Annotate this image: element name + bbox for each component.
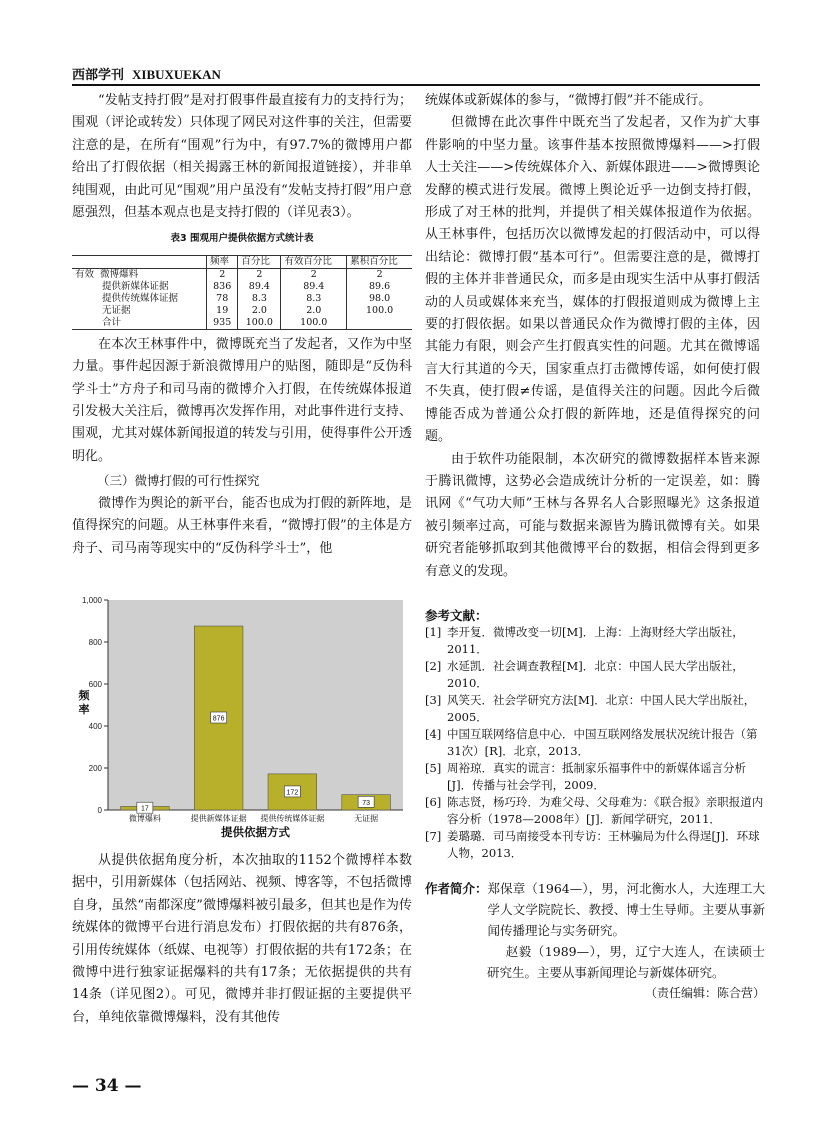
reference-number: [5] xyxy=(425,761,442,775)
table-header: 累积百分比 xyxy=(347,255,412,268)
reference-text: 姜璐璐．司马南接受本刊专访：王林骗局为什么得逞[J]．环球人物，2013． xyxy=(447,829,760,860)
cell: 100.0 xyxy=(281,317,347,330)
journal-name-en: XIBUXUEKAN xyxy=(132,67,221,82)
statistics-table xyxy=(72,255,412,330)
references-title: 参考文献： xyxy=(425,608,488,623)
paragraph: 但微博在此次事件中既充当了发起者，又作为扩大事件影响的中坚力量。该事件基本按照微博爆料——>打假人士关注——>传统媒体介入、新媒体跟进——>微博舆论发酵的模式进行发展。微博上舆论近乎一边倒支持打假，形成了对王林的批判，并提供了相关媒体报道作为依据。从王林事件，包括历次以微博发起的打假活动中，可以得出结论：微博打假“基本可行”。但需要注意的是，微博打假的主体并非普通民众，而多是由现实生活中从事打假活动的人员或媒体来充当，媒体的打假报道则成为微博上主要的打假依据。如果以普通民众作为微博打假的主体，因其能力有限，则会产生打假真实性的问题。尤其在微博谣言大行其道的今天，国家重点打击微博传谣，如何使打假不失真，使打假≠传谣，是值得关注的问题。因此今后微博能否成为普通公众打假的新阵地，还是值得探究的问题。 xyxy=(425,115,760,445)
reference-item xyxy=(425,658,765,692)
references xyxy=(425,606,765,862)
table-row xyxy=(72,305,412,317)
journal-name-cn: 西部学刊 xyxy=(72,68,125,83)
reference-item xyxy=(425,828,765,862)
reference-item xyxy=(425,726,765,760)
editor-note: （责任编辑：陈合营） xyxy=(644,986,765,1000)
paragraph: 由于软件功能限制，本次研究的微博数据样本皆来源于腾讯微博，这势必会造成统计分析的一定误差，如：腾讯网《“气功大师”王林与各界名人合影照曝光》这条报道被引频率过高，可能与数据来源皆为腾讯微博有关。如果研究者能够抓取到其他微博平台的数据，相信会得到更多有意义的发现。 xyxy=(425,451,760,579)
cell: 2 xyxy=(238,268,281,281)
y-tick-label: 800 xyxy=(88,638,102,647)
cell: 836 xyxy=(207,281,238,293)
cell: 2 xyxy=(207,268,238,281)
author-info-title: 作者简介： xyxy=(425,881,488,896)
paragraph: 从提供依据角度分析，本次抽取的1152个微博样本数据中，引用新媒体（包括网站、视频、博客等，不包括微博自身，虽然“南都深度”微博爆料被引最多，但其也是作为传统媒体的微博平台进行消息发布）打假依据的共有876条，引用传统媒体（纸媒、电视等）打假依据的共有172条；在微博中进行独家证据爆料的共有17条；无依据提供的共有14条（详见图2）。可见，微博并非打假证据的主要提供平台，单纯依靠微博爆料，没有其他传 xyxy=(72,853,412,1025)
plot-area xyxy=(108,600,403,810)
cell: 89.6 xyxy=(347,281,412,293)
cell: 98.0 xyxy=(347,293,412,305)
cell: 2 xyxy=(347,268,412,281)
reference-text: 陈志贤，杨巧玲．为难父母、父母难为：《联合报》亲职报道内容分析（1978—2008年）[J]．新闻学研究，2011． xyxy=(447,795,764,826)
table-header: 频率 xyxy=(207,255,238,268)
reference-number: [6] xyxy=(425,795,442,809)
data-label: 172 xyxy=(286,789,299,797)
header-rule xyxy=(72,84,760,86)
cell: 89.4 xyxy=(281,281,347,293)
x-tick-label: 无证据 xyxy=(354,814,379,823)
y-tick-label: 600 xyxy=(88,680,102,689)
row-label: 微博爆料 xyxy=(100,268,139,280)
reference-number: [2] xyxy=(425,659,442,673)
reference-text: 风笑天．社会学研究方法[M]．北京：中国人民大学出版社，2005． xyxy=(447,693,756,724)
cell xyxy=(347,317,412,330)
row-label: 合计 xyxy=(102,316,122,328)
table-header: 有效百分比 xyxy=(281,255,347,268)
y-axis-label: 率 xyxy=(78,703,90,716)
table-row xyxy=(72,281,412,293)
cell: 8.3 xyxy=(281,293,347,305)
reference-item xyxy=(425,692,765,726)
row-label: 提供新媒体证据 xyxy=(102,280,169,292)
cell: 2 xyxy=(281,268,347,281)
reference-item xyxy=(425,794,765,828)
reference-text: 李开复．微博改变一切[M]．上海：上海财经大学出版社，2011． xyxy=(447,625,744,656)
y-tick-label: 400 xyxy=(88,722,102,731)
data-label: 876 xyxy=(212,715,225,723)
row-label: 无证据 xyxy=(102,304,131,316)
author-bio: 郑保章（1964—），男，河北衡水人，大连理工大学人文学院院长、教授、博士生导师。主要从事新闻传播理论与实务研究。 xyxy=(487,881,765,938)
x-axis-label: 提供依据方式 xyxy=(221,825,290,839)
cell: 2.0 xyxy=(281,305,347,317)
y-tick-label: 1,000 xyxy=(81,596,102,605)
row-label: 提供传统媒体证据 xyxy=(102,292,179,304)
cell: 2.0 xyxy=(238,305,281,317)
right-column xyxy=(425,90,760,583)
cell: 19 xyxy=(207,305,238,317)
table-row xyxy=(72,317,412,330)
paragraph: “发帖支持打假”是对打假事件最直接有力的支持行为；围观（评论或转发）只体现了网民对这件事的关注，但需要注意的是，在所有“围观”行为中，有97.7%的微博用户都给出了打假依据（相关揭露王林的新闻报道链接），并非单纯围观，由此可见“围观”用户虽没有“发帖支持打假”用户意愿强烈，但基本观点也是支持打假的（详见表3）。 xyxy=(72,93,412,221)
reference-number: [4] xyxy=(425,727,442,741)
section-heading: （三）微博打假的可行性探究 xyxy=(97,473,260,489)
cell: 8.3 xyxy=(238,293,281,305)
reference-item xyxy=(425,760,765,794)
y-tick-label: 0 xyxy=(97,806,102,815)
table-row xyxy=(72,293,412,305)
y-tick-label: 200 xyxy=(88,764,102,773)
reference-number: [3] xyxy=(425,693,442,707)
page-number: — 34 — xyxy=(72,1076,142,1096)
journal-header xyxy=(72,64,221,83)
paragraph: 统媒体或新媒体的参与，“微博打假”并不能成行。 xyxy=(425,93,712,108)
left-column xyxy=(72,90,412,560)
cell: 100.0 xyxy=(347,305,412,317)
cell: 78 xyxy=(207,293,238,305)
reference-number: [1] xyxy=(425,625,442,639)
reference-item xyxy=(425,624,765,658)
paragraph: 微博作为舆论的新平台，能否也成为打假的新阵地，是值得探究的问题。从王林事件来看，“微博打假”的主体是方舟子、司马南等现实中的“反伪科学斗士”，他 xyxy=(72,495,412,556)
data-label: 17 xyxy=(140,805,149,813)
paragraph: 在本次王林事件中，微博既充当了发起者，又作为中坚力量。事件起因源于新浪微博用户的贴图，随即是“反伪科学斗士”方舟子和司马南的微博介入打假，在传统媒体报道引发极大关注后，微博再次发挥作用，对此事件进行支持、围观，尤其对媒体新闻报道的转发与引用，使得事件公开透明化。 xyxy=(72,336,412,464)
x-tick-label: 微博爆料 xyxy=(128,814,161,823)
data-label: 73 xyxy=(362,799,371,807)
author-bio: 赵毅（1989—），男，辽宁大连人，在读硕士研究生。主要从事新闻理论与新媒体研究。 xyxy=(487,944,765,980)
left-column-lower xyxy=(72,850,412,1029)
table-caption: 表3 围观用户提供依据方式统计表 xyxy=(170,233,314,245)
cell: 100.0 xyxy=(238,317,281,330)
reference-list xyxy=(425,624,765,862)
reference-text: 中国互联网络信息中心．中国互联网络发展状况统计报告（第31次）[R]．北京，2013． xyxy=(447,727,758,758)
reference-number: [7] xyxy=(425,829,442,843)
cell: 89.4 xyxy=(238,281,281,293)
x-tick-label: 提供传统媒体证据 xyxy=(260,814,325,823)
table-row xyxy=(72,268,412,281)
y-axis-label: 频 xyxy=(78,689,90,702)
cell: 935 xyxy=(207,317,238,330)
author-info xyxy=(425,878,765,1004)
reference-text: 周裕琼．真实的谎言：抵制家乐福事件中的新媒体谣言分析[J]．传播与社会学刊，2009． xyxy=(447,761,746,792)
bar-chart xyxy=(70,590,415,840)
table-header: 百分比 xyxy=(238,255,281,268)
x-tick-label: 提供新媒体证据 xyxy=(190,814,247,823)
table-group-label: 有效 xyxy=(75,268,95,280)
reference-text: 水延凯．社会调查教程[M]．北京：中国人民大学出版社，2010． xyxy=(447,659,744,690)
